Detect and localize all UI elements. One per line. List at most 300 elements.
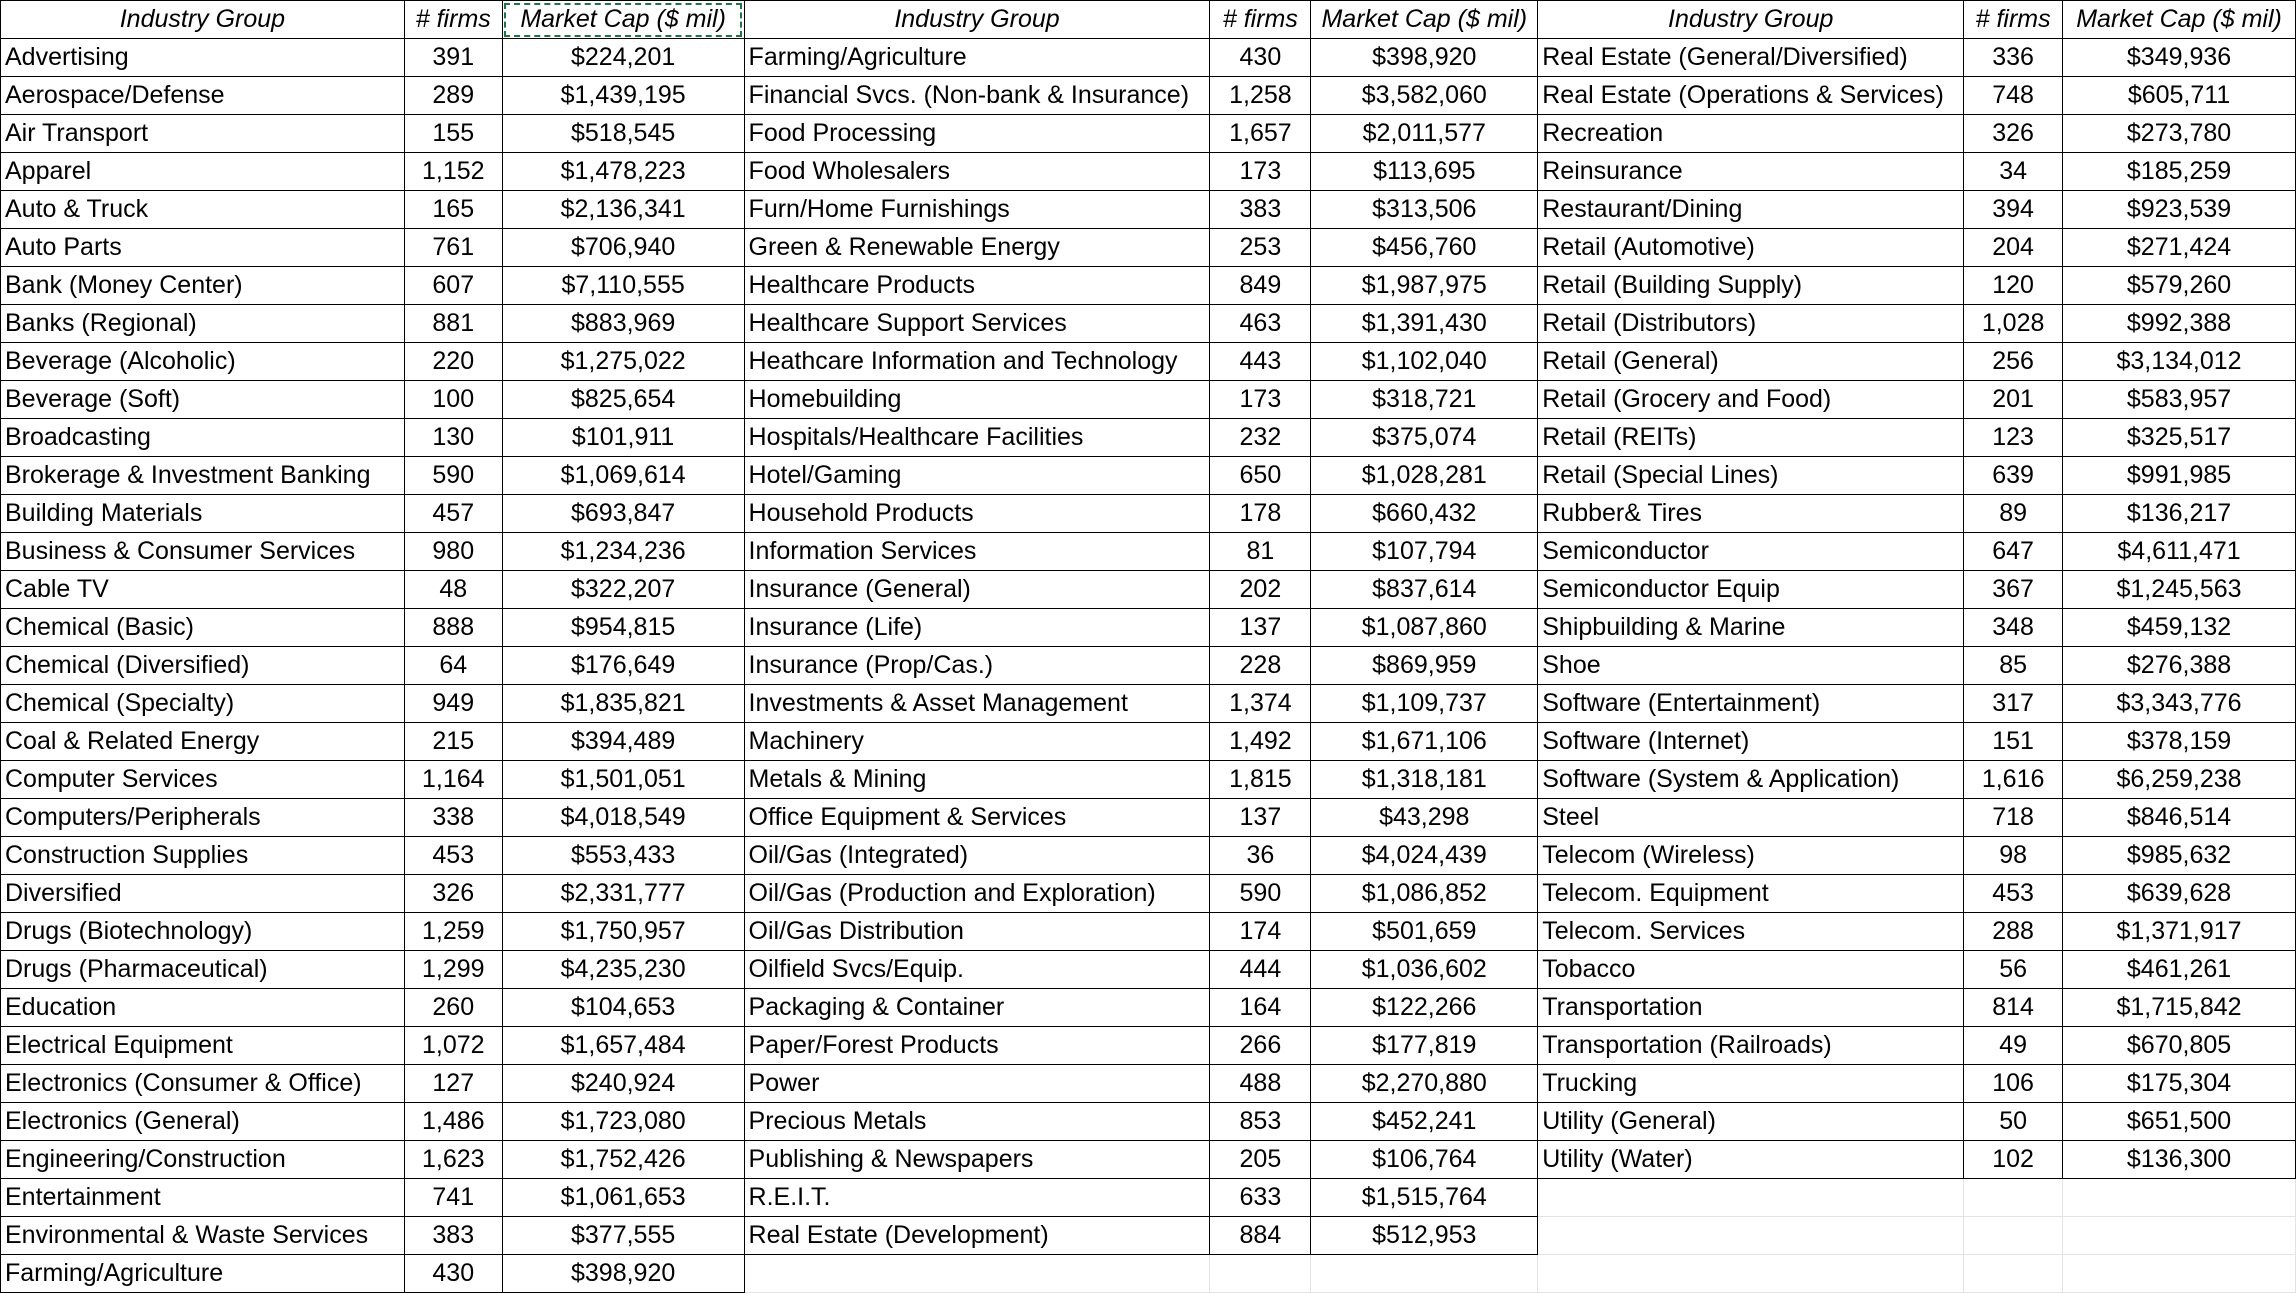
cell-firms[interactable]: 256 bbox=[1964, 343, 2063, 381]
cell-firms[interactable]: 338 bbox=[404, 799, 502, 837]
cell-firms[interactable]: 205 bbox=[1210, 1141, 1311, 1179]
header-industry-group-3[interactable]: Industry Group bbox=[1538, 1, 1964, 39]
cell-group[interactable]: Food Processing bbox=[744, 115, 1210, 153]
cell-group[interactable]: Real Estate (Operations & Services) bbox=[1538, 77, 1964, 115]
header-market-cap-3[interactable]: Market Cap ($ mil) bbox=[2063, 1, 2296, 39]
cell-cap[interactable]: $512,953 bbox=[1311, 1217, 1538, 1255]
header-industry-group-1[interactable]: Industry Group bbox=[1, 1, 405, 39]
cell-cap[interactable]: $7,110,555 bbox=[502, 267, 744, 305]
cell-firms[interactable]: 228 bbox=[1210, 647, 1311, 685]
cell-firms[interactable]: 48 bbox=[404, 571, 502, 609]
cell-group[interactable]: Homebuilding bbox=[744, 381, 1210, 419]
cell-firms[interactable]: 1,486 bbox=[404, 1103, 502, 1141]
cell-firms[interactable]: 814 bbox=[1964, 989, 2063, 1027]
cell-group[interactable]: Trucking bbox=[1538, 1065, 1964, 1103]
cell-cap[interactable]: $318,721 bbox=[1311, 381, 1538, 419]
cell-firms[interactable]: 590 bbox=[1210, 875, 1311, 913]
empty-cell[interactable] bbox=[2063, 1217, 2296, 1255]
cell-group[interactable]: Packaging & Container bbox=[744, 989, 1210, 1027]
cell-firms[interactable]: 85 bbox=[1964, 647, 2063, 685]
cell-firms[interactable]: 130 bbox=[404, 419, 502, 457]
cell-firms[interactable]: 326 bbox=[404, 875, 502, 913]
cell-group[interactable]: Cable TV bbox=[1, 571, 405, 609]
cell-cap[interactable]: $240,924 bbox=[502, 1065, 744, 1103]
cell-cap[interactable]: $583,957 bbox=[2063, 381, 2296, 419]
cell-cap[interactable]: $4,235,230 bbox=[502, 951, 744, 989]
cell-group[interactable]: Chemical (Basic) bbox=[1, 609, 405, 647]
cell-cap[interactable]: $398,920 bbox=[502, 1255, 744, 1293]
cell-cap[interactable]: $1,391,430 bbox=[1311, 305, 1538, 343]
cell-cap[interactable]: $1,087,860 bbox=[1311, 609, 1538, 647]
cell-firms[interactable]: 1,374 bbox=[1210, 685, 1311, 723]
cell-firms[interactable]: 326 bbox=[1964, 115, 2063, 153]
cell-group[interactable]: Chemical (Specialty) bbox=[1, 685, 405, 723]
cell-cap[interactable]: $883,969 bbox=[502, 305, 744, 343]
cell-cap[interactable]: $660,432 bbox=[1311, 495, 1538, 533]
cell-group[interactable]: Financial Svcs. (Non-bank & Insurance) bbox=[744, 77, 1210, 115]
cell-firms[interactable]: 155 bbox=[404, 115, 502, 153]
cell-firms[interactable]: 443 bbox=[1210, 343, 1311, 381]
cell-firms[interactable]: 36 bbox=[1210, 837, 1311, 875]
cell-group[interactable]: Insurance (Life) bbox=[744, 609, 1210, 647]
cell-cap[interactable]: $176,649 bbox=[502, 647, 744, 685]
cell-firms[interactable]: 164 bbox=[1210, 989, 1311, 1027]
cell-group[interactable]: Auto Parts bbox=[1, 229, 405, 267]
cell-cap[interactable]: $1,723,080 bbox=[502, 1103, 744, 1141]
cell-cap[interactable]: $1,657,484 bbox=[502, 1027, 744, 1065]
cell-firms[interactable]: 232 bbox=[1210, 419, 1311, 457]
cell-cap[interactable]: $1,086,852 bbox=[1311, 875, 1538, 913]
cell-cap[interactable]: $869,959 bbox=[1311, 647, 1538, 685]
cell-firms[interactable]: 430 bbox=[1210, 39, 1311, 77]
cell-firms[interactable]: 453 bbox=[404, 837, 502, 875]
header-industry-group-2[interactable]: Industry Group bbox=[744, 1, 1210, 39]
cell-group[interactable]: Metals & Mining bbox=[744, 761, 1210, 799]
cell-firms[interactable]: 391 bbox=[404, 39, 502, 77]
cell-firms[interactable]: 383 bbox=[404, 1217, 502, 1255]
cell-group[interactable]: Retail (Special Lines) bbox=[1538, 457, 1964, 495]
cell-group[interactable]: Utility (Water) bbox=[1538, 1141, 1964, 1179]
cell-cap[interactable]: $2,136,341 bbox=[502, 191, 744, 229]
header-firms-2[interactable]: # firms bbox=[1210, 1, 1311, 39]
cell-firms[interactable]: 215 bbox=[404, 723, 502, 761]
empty-cell[interactable] bbox=[1964, 1179, 2063, 1217]
cell-firms[interactable]: 288 bbox=[1964, 913, 2063, 951]
empty-cell[interactable] bbox=[1964, 1255, 2063, 1293]
cell-group[interactable]: Computer Services bbox=[1, 761, 405, 799]
cell-group[interactable]: Insurance (Prop/Cas.) bbox=[744, 647, 1210, 685]
cell-cap[interactable]: $825,654 bbox=[502, 381, 744, 419]
cell-cap[interactable]: $2,270,880 bbox=[1311, 1065, 1538, 1103]
cell-firms[interactable]: 444 bbox=[1210, 951, 1311, 989]
cell-cap[interactable]: $501,659 bbox=[1311, 913, 1538, 951]
cell-cap[interactable]: $1,234,236 bbox=[502, 533, 744, 571]
cell-firms[interactable]: 49 bbox=[1964, 1027, 2063, 1065]
cell-group[interactable]: Restaurant/Dining bbox=[1538, 191, 1964, 229]
cell-group[interactable]: Electrical Equipment bbox=[1, 1027, 405, 1065]
cell-firms[interactable]: 260 bbox=[404, 989, 502, 1027]
cell-cap[interactable]: $456,760 bbox=[1311, 229, 1538, 267]
cell-group[interactable]: Healthcare Products bbox=[744, 267, 1210, 305]
cell-cap[interactable]: $1,036,602 bbox=[1311, 951, 1538, 989]
cell-group[interactable]: Real Estate (Development) bbox=[744, 1217, 1210, 1255]
cell-group[interactable]: Food Wholesalers bbox=[744, 153, 1210, 191]
cell-firms[interactable]: 488 bbox=[1210, 1065, 1311, 1103]
cell-cap[interactable]: $398,920 bbox=[1311, 39, 1538, 77]
cell-cap[interactable]: $107,794 bbox=[1311, 533, 1538, 571]
cell-firms[interactable]: 127 bbox=[404, 1065, 502, 1103]
cell-cap[interactable]: $1,109,737 bbox=[1311, 685, 1538, 723]
cell-group[interactable]: Apparel bbox=[1, 153, 405, 191]
cell-cap[interactable]: $185,259 bbox=[2063, 153, 2296, 191]
empty-cell[interactable] bbox=[1538, 1255, 1964, 1293]
cell-cap[interactable]: $1,439,195 bbox=[502, 77, 744, 115]
cell-cap[interactable]: $1,245,563 bbox=[2063, 571, 2296, 609]
empty-cell[interactable] bbox=[1210, 1255, 1311, 1293]
cell-cap[interactable]: $846,514 bbox=[2063, 799, 2296, 837]
cell-firms[interactable]: 201 bbox=[1964, 381, 2063, 419]
cell-firms[interactable]: 853 bbox=[1210, 1103, 1311, 1141]
cell-cap[interactable]: $579,260 bbox=[2063, 267, 2296, 305]
cell-firms[interactable]: 1,028 bbox=[1964, 305, 2063, 343]
cell-cap[interactable]: $985,632 bbox=[2063, 837, 2296, 875]
cell-firms[interactable]: 1,258 bbox=[1210, 77, 1311, 115]
cell-cap[interactable]: $3,134,012 bbox=[2063, 343, 2296, 381]
cell-group[interactable]: Green & Renewable Energy bbox=[744, 229, 1210, 267]
cell-firms[interactable]: 980 bbox=[404, 533, 502, 571]
cell-cap[interactable]: $375,074 bbox=[1311, 419, 1538, 457]
cell-cap[interactable]: $1,750,957 bbox=[502, 913, 744, 951]
cell-cap[interactable]: $518,545 bbox=[502, 115, 744, 153]
cell-firms[interactable]: 102 bbox=[1964, 1141, 2063, 1179]
cell-firms[interactable]: 394 bbox=[1964, 191, 2063, 229]
cell-group[interactable]: Steel bbox=[1538, 799, 1964, 837]
cell-group[interactable]: Hospitals/Healthcare Facilities bbox=[744, 419, 1210, 457]
cell-group[interactable]: Hotel/Gaming bbox=[744, 457, 1210, 495]
cell-firms[interactable]: 457 bbox=[404, 495, 502, 533]
cell-group[interactable]: Retail (Building Supply) bbox=[1538, 267, 1964, 305]
cell-cap[interactable]: $349,936 bbox=[2063, 39, 2296, 77]
cell-group[interactable]: Building Materials bbox=[1, 495, 405, 533]
cell-cap[interactable]: $3,343,776 bbox=[2063, 685, 2296, 723]
cell-group[interactable]: Oil/Gas (Production and Exploration) bbox=[744, 875, 1210, 913]
header-market-cap-1-selected[interactable]: Market Cap ($ mil) bbox=[502, 1, 744, 39]
cell-group[interactable]: Office Equipment & Services bbox=[744, 799, 1210, 837]
cell-firms[interactable]: 202 bbox=[1210, 571, 1311, 609]
cell-group[interactable]: Banks (Regional) bbox=[1, 305, 405, 343]
cell-group[interactable]: Broadcasting bbox=[1, 419, 405, 457]
cell-group[interactable]: Farming/Agriculture bbox=[1, 1255, 405, 1293]
cell-firms[interactable]: 137 bbox=[1210, 609, 1311, 647]
cell-firms[interactable]: 383 bbox=[1210, 191, 1311, 229]
cell-firms[interactable]: 151 bbox=[1964, 723, 2063, 761]
cell-group[interactable]: Heathcare Information and Technology bbox=[744, 343, 1210, 381]
cell-group[interactable]: Software (Internet) bbox=[1538, 723, 1964, 761]
cell-group[interactable]: Precious Metals bbox=[744, 1103, 1210, 1141]
cell-cap[interactable]: $43,298 bbox=[1311, 799, 1538, 837]
cell-cap[interactable]: $4,018,549 bbox=[502, 799, 744, 837]
cell-firms[interactable]: 120 bbox=[1964, 267, 2063, 305]
cell-group[interactable]: Chemical (Diversified) bbox=[1, 647, 405, 685]
cell-firms[interactable]: 1,623 bbox=[404, 1141, 502, 1179]
cell-cap[interactable]: $639,628 bbox=[2063, 875, 2296, 913]
cell-cap[interactable]: $136,217 bbox=[2063, 495, 2296, 533]
cell-cap[interactable]: $651,500 bbox=[2063, 1103, 2296, 1141]
cell-group[interactable]: Machinery bbox=[744, 723, 1210, 761]
cell-group[interactable]: R.E.I.T. bbox=[744, 1179, 1210, 1217]
cell-firms[interactable]: 89 bbox=[1964, 495, 2063, 533]
cell-group[interactable]: Brokerage & Investment Banking bbox=[1, 457, 405, 495]
cell-firms[interactable]: 888 bbox=[404, 609, 502, 647]
cell-firms[interactable]: 266 bbox=[1210, 1027, 1311, 1065]
cell-group[interactable]: Education bbox=[1, 989, 405, 1027]
cell-cap[interactable]: $4,024,439 bbox=[1311, 837, 1538, 875]
cell-cap[interactable]: $954,815 bbox=[502, 609, 744, 647]
cell-cap[interactable]: $605,711 bbox=[2063, 77, 2296, 115]
cell-cap[interactable]: $1,069,614 bbox=[502, 457, 744, 495]
cell-firms[interactable]: 106 bbox=[1964, 1065, 2063, 1103]
cell-firms[interactable]: 1,492 bbox=[1210, 723, 1311, 761]
cell-firms[interactable]: 590 bbox=[404, 457, 502, 495]
cell-group[interactable]: Utility (General) bbox=[1538, 1103, 1964, 1141]
cell-firms[interactable]: 173 bbox=[1210, 381, 1311, 419]
cell-group[interactable]: Real Estate (General/Diversified) bbox=[1538, 39, 1964, 77]
cell-firms[interactable]: 50 bbox=[1964, 1103, 2063, 1141]
cell-firms[interactable]: 64 bbox=[404, 647, 502, 685]
cell-firms[interactable]: 741 bbox=[404, 1179, 502, 1217]
cell-firms[interactable]: 1,072 bbox=[404, 1027, 502, 1065]
cell-firms[interactable]: 849 bbox=[1210, 267, 1311, 305]
cell-group[interactable]: Electronics (Consumer & Office) bbox=[1, 1065, 405, 1103]
cell-group[interactable]: Beverage (Soft) bbox=[1, 381, 405, 419]
cell-group[interactable]: Information Services bbox=[744, 533, 1210, 571]
cell-group[interactable]: Diversified bbox=[1, 875, 405, 913]
cell-group[interactable]: Reinsurance bbox=[1538, 153, 1964, 191]
cell-firms[interactable]: 204 bbox=[1964, 229, 2063, 267]
cell-cap[interactable]: $1,987,975 bbox=[1311, 267, 1538, 305]
cell-group[interactable]: Retail (Distributors) bbox=[1538, 305, 1964, 343]
cell-cap[interactable]: $923,539 bbox=[2063, 191, 2296, 229]
cell-cap[interactable]: $553,433 bbox=[502, 837, 744, 875]
header-firms-1[interactable]: # firms bbox=[404, 1, 502, 39]
cell-cap[interactable]: $1,835,821 bbox=[502, 685, 744, 723]
empty-cell[interactable] bbox=[1964, 1217, 2063, 1255]
cell-group[interactable]: Shipbuilding & Marine bbox=[1538, 609, 1964, 647]
cell-group[interactable]: Business & Consumer Services bbox=[1, 533, 405, 571]
cell-cap[interactable]: $276,388 bbox=[2063, 647, 2296, 685]
cell-group[interactable]: Retail (REITs) bbox=[1538, 419, 1964, 457]
cell-group[interactable]: Computers/Peripherals bbox=[1, 799, 405, 837]
cell-cap[interactable]: $224,201 bbox=[502, 39, 744, 77]
cell-firms[interactable]: 137 bbox=[1210, 799, 1311, 837]
cell-group[interactable]: Entertainment bbox=[1, 1179, 405, 1217]
cell-cap[interactable]: $1,752,426 bbox=[502, 1141, 744, 1179]
cell-firms[interactable]: 761 bbox=[404, 229, 502, 267]
cell-firms[interactable]: 949 bbox=[404, 685, 502, 723]
cell-group[interactable]: Recreation bbox=[1538, 115, 1964, 153]
cell-group[interactable]: Paper/Forest Products bbox=[744, 1027, 1210, 1065]
cell-group[interactable]: Household Products bbox=[744, 495, 1210, 533]
cell-firms[interactable]: 348 bbox=[1964, 609, 2063, 647]
cell-group[interactable]: Oil/Gas (Integrated) bbox=[744, 837, 1210, 875]
empty-cell[interactable] bbox=[2063, 1179, 2296, 1217]
cell-firms[interactable]: 123 bbox=[1964, 419, 2063, 457]
cell-cap[interactable]: $1,275,022 bbox=[502, 343, 744, 381]
cell-cap[interactable]: $1,318,181 bbox=[1311, 761, 1538, 799]
cell-group[interactable]: Telecom. Equipment bbox=[1538, 875, 1964, 913]
cell-cap[interactable]: $101,911 bbox=[502, 419, 744, 457]
cell-group[interactable]: Engineering/Construction bbox=[1, 1141, 405, 1179]
cell-group[interactable]: Software (System & Application) bbox=[1538, 761, 1964, 799]
cell-firms[interactable]: 174 bbox=[1210, 913, 1311, 951]
cell-group[interactable]: Shoe bbox=[1538, 647, 1964, 685]
cell-cap[interactable]: $325,517 bbox=[2063, 419, 2296, 457]
cell-cap[interactable]: $322,207 bbox=[502, 571, 744, 609]
cell-firms[interactable]: 1,164 bbox=[404, 761, 502, 799]
cell-cap[interactable]: $6,259,238 bbox=[2063, 761, 2296, 799]
cell-cap[interactable]: $1,028,281 bbox=[1311, 457, 1538, 495]
cell-group[interactable]: Semiconductor Equip bbox=[1538, 571, 1964, 609]
cell-firms[interactable]: 748 bbox=[1964, 77, 2063, 115]
cell-firms[interactable]: 718 bbox=[1964, 799, 2063, 837]
cell-cap[interactable]: $4,611,471 bbox=[2063, 533, 2296, 571]
cell-firms[interactable]: 317 bbox=[1964, 685, 2063, 723]
cell-group[interactable]: Software (Entertainment) bbox=[1538, 685, 1964, 723]
cell-firms[interactable]: 453 bbox=[1964, 875, 2063, 913]
cell-group[interactable]: Power bbox=[744, 1065, 1210, 1103]
cell-cap[interactable]: $452,241 bbox=[1311, 1103, 1538, 1141]
cell-cap[interactable]: $1,102,040 bbox=[1311, 343, 1538, 381]
cell-cap[interactable]: $670,805 bbox=[2063, 1027, 2296, 1065]
cell-cap[interactable]: $113,695 bbox=[1311, 153, 1538, 191]
cell-cap[interactable]: $3,582,060 bbox=[1311, 77, 1538, 115]
cell-firms[interactable]: 647 bbox=[1964, 533, 2063, 571]
cell-cap[interactable]: $1,671,106 bbox=[1311, 723, 1538, 761]
cell-cap[interactable]: $1,515,764 bbox=[1311, 1179, 1538, 1217]
cell-cap[interactable]: $991,985 bbox=[2063, 457, 2296, 495]
cell-group[interactable]: Drugs (Biotechnology) bbox=[1, 913, 405, 951]
cell-firms[interactable]: 650 bbox=[1210, 457, 1311, 495]
cell-firms[interactable]: 289 bbox=[404, 77, 502, 115]
cell-group[interactable]: Rubber& Tires bbox=[1538, 495, 1964, 533]
cell-cap[interactable]: $273,780 bbox=[2063, 115, 2296, 153]
cell-cap[interactable]: $1,501,051 bbox=[502, 761, 744, 799]
header-market-cap-2[interactable]: Market Cap ($ mil) bbox=[1311, 1, 1538, 39]
cell-group[interactable]: Telecom (Wireless) bbox=[1538, 837, 1964, 875]
cell-cap[interactable]: $106,764 bbox=[1311, 1141, 1538, 1179]
cell-group[interactable]: Investments & Asset Management bbox=[744, 685, 1210, 723]
cell-group[interactable]: Air Transport bbox=[1, 115, 405, 153]
cell-group[interactable]: Aerospace/Defense bbox=[1, 77, 405, 115]
cell-firms[interactable]: 98 bbox=[1964, 837, 2063, 875]
cell-cap[interactable]: $313,506 bbox=[1311, 191, 1538, 229]
cell-firms[interactable]: 34 bbox=[1964, 153, 2063, 191]
cell-group[interactable]: Retail (Automotive) bbox=[1538, 229, 1964, 267]
cell-firms[interactable]: 463 bbox=[1210, 305, 1311, 343]
cell-firms[interactable]: 100 bbox=[404, 381, 502, 419]
cell-group[interactable]: Retail (Grocery and Food) bbox=[1538, 381, 1964, 419]
cell-firms[interactable]: 220 bbox=[404, 343, 502, 381]
cell-group[interactable]: Beverage (Alcoholic) bbox=[1, 343, 405, 381]
empty-cell[interactable] bbox=[1538, 1179, 1964, 1217]
cell-firms[interactable]: 56 bbox=[1964, 951, 2063, 989]
cell-firms[interactable]: 165 bbox=[404, 191, 502, 229]
cell-cap[interactable]: $1,371,917 bbox=[2063, 913, 2296, 951]
cell-firms[interactable]: 1,259 bbox=[404, 913, 502, 951]
cell-firms[interactable]: 884 bbox=[1210, 1217, 1311, 1255]
cell-group[interactable]: Semiconductor bbox=[1538, 533, 1964, 571]
cell-cap[interactable]: $1,061,653 bbox=[502, 1179, 744, 1217]
cell-group[interactable]: Advertising bbox=[1, 39, 405, 77]
cell-cap[interactable]: $394,489 bbox=[502, 723, 744, 761]
cell-firms[interactable]: 1,152 bbox=[404, 153, 502, 191]
cell-cap[interactable]: $122,266 bbox=[1311, 989, 1538, 1027]
cell-cap[interactable]: $693,847 bbox=[502, 495, 744, 533]
cell-cap[interactable]: $459,132 bbox=[2063, 609, 2296, 647]
cell-cap[interactable]: $104,653 bbox=[502, 989, 744, 1027]
empty-cell[interactable] bbox=[2063, 1255, 2296, 1293]
cell-firms[interactable]: 1,657 bbox=[1210, 115, 1311, 153]
cell-group[interactable]: Environmental & Waste Services bbox=[1, 1217, 405, 1255]
cell-group[interactable]: Transportation bbox=[1538, 989, 1964, 1027]
cell-group[interactable]: Drugs (Pharmaceutical) bbox=[1, 951, 405, 989]
empty-cell[interactable] bbox=[1311, 1255, 1538, 1293]
cell-group[interactable]: Publishing & Newspapers bbox=[744, 1141, 1210, 1179]
cell-cap[interactable]: $378,159 bbox=[2063, 723, 2296, 761]
cell-cap[interactable]: $177,819 bbox=[1311, 1027, 1538, 1065]
cell-cap[interactable]: $2,331,777 bbox=[502, 875, 744, 913]
cell-firms[interactable]: 1,299 bbox=[404, 951, 502, 989]
cell-group[interactable]: Construction Supplies bbox=[1, 837, 405, 875]
cell-firms[interactable]: 173 bbox=[1210, 153, 1311, 191]
cell-group[interactable]: Oilfield Svcs/Equip. bbox=[744, 951, 1210, 989]
cell-group[interactable]: Auto & Truck bbox=[1, 191, 405, 229]
header-firms-3[interactable]: # firms bbox=[1964, 1, 2063, 39]
cell-firms[interactable]: 81 bbox=[1210, 533, 1311, 571]
cell-group[interactable]: Insurance (General) bbox=[744, 571, 1210, 609]
cell-cap[interactable]: $837,614 bbox=[1311, 571, 1538, 609]
cell-cap[interactable]: $992,388 bbox=[2063, 305, 2296, 343]
cell-firms[interactable]: 1,815 bbox=[1210, 761, 1311, 799]
cell-firms[interactable]: 367 bbox=[1964, 571, 2063, 609]
cell-firms[interactable]: 253 bbox=[1210, 229, 1311, 267]
cell-firms[interactable]: 178 bbox=[1210, 495, 1311, 533]
cell-cap[interactable]: $175,304 bbox=[2063, 1065, 2296, 1103]
cell-firms[interactable]: 881 bbox=[404, 305, 502, 343]
cell-group[interactable]: Electronics (General) bbox=[1, 1103, 405, 1141]
cell-group[interactable]: Telecom. Services bbox=[1538, 913, 1964, 951]
cell-group[interactable]: Transportation (Railroads) bbox=[1538, 1027, 1964, 1065]
cell-cap[interactable]: $136,300 bbox=[2063, 1141, 2296, 1179]
empty-cell[interactable] bbox=[744, 1255, 1210, 1293]
cell-cap[interactable]: $271,424 bbox=[2063, 229, 2296, 267]
empty-cell[interactable] bbox=[1538, 1217, 1964, 1255]
cell-firms[interactable]: 430 bbox=[404, 1255, 502, 1293]
cell-cap[interactable]: $2,011,577 bbox=[1311, 115, 1538, 153]
cell-group[interactable]: Healthcare Support Services bbox=[744, 305, 1210, 343]
cell-cap[interactable]: $377,555 bbox=[502, 1217, 744, 1255]
cell-firms[interactable]: 607 bbox=[404, 267, 502, 305]
cell-group[interactable]: Farming/Agriculture bbox=[744, 39, 1210, 77]
cell-cap[interactable]: $706,940 bbox=[502, 229, 744, 267]
cell-group[interactable]: Coal & Related Energy bbox=[1, 723, 405, 761]
cell-firms[interactable]: 633 bbox=[1210, 1179, 1311, 1217]
cell-firms[interactable]: 1,616 bbox=[1964, 761, 2063, 799]
cell-firms[interactable]: 336 bbox=[1964, 39, 2063, 77]
cell-cap[interactable]: $1,715,842 bbox=[2063, 989, 2296, 1027]
cell-cap[interactable]: $461,261 bbox=[2063, 951, 2296, 989]
cell-group[interactable]: Oil/Gas Distribution bbox=[744, 913, 1210, 951]
